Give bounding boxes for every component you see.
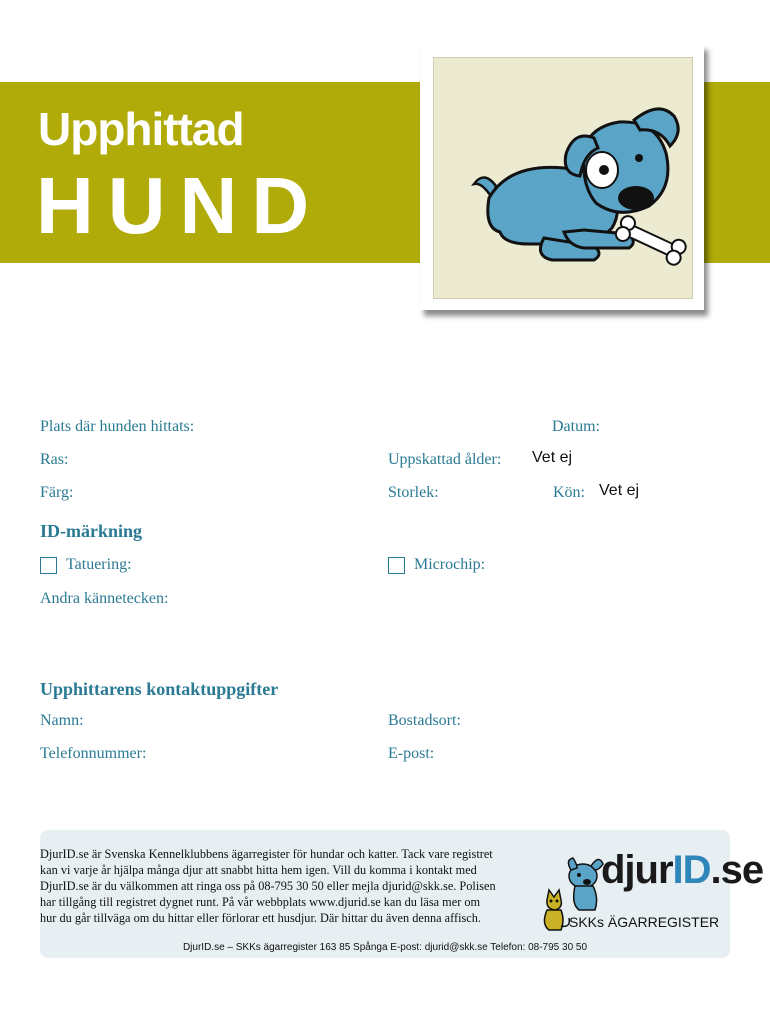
contact-heading: Upphittarens kontaktuppgifter xyxy=(40,679,279,699)
phone-label: Telefonnummer: xyxy=(40,745,147,762)
sex-label: Kön: xyxy=(553,484,585,501)
id-heading: ID-märkning xyxy=(40,521,143,541)
age-value[interactable]: Vet ej xyxy=(532,449,573,466)
date-label: Datum: xyxy=(552,418,600,435)
logo-subtitle: SKKs ÄGARREGISTER xyxy=(569,914,720,930)
title-hund: HUND xyxy=(36,161,324,250)
sex-value[interactable]: Vet ej xyxy=(599,482,640,499)
djurid-logo[interactable] xyxy=(535,840,764,936)
microchip-checkbox[interactable] xyxy=(388,557,405,574)
residence-label: Bostadsort: xyxy=(388,712,461,729)
email-label: E-post: xyxy=(388,745,435,762)
other-marks-label: Andra kännetecken: xyxy=(40,590,169,607)
color-label: Färg: xyxy=(40,484,74,501)
info-line: DjurID.se är Svenska Kennelklubbens ägarregister för hundar och katter. Tack vare registret xyxy=(40,847,493,861)
tattoo-checkbox[interactable] xyxy=(40,557,57,574)
info-line: kan vi varje år hjälpa många djur att snabbt hitta hem igen. Vill du komma i kontakt med xyxy=(40,863,477,877)
tattoo-label: Tatuering: xyxy=(66,556,132,573)
info-line: DjurID.se är du välkommen att ringa oss på 08-795 30 50 eller mejla djurid@skk.se. Polisen xyxy=(40,879,496,893)
info-line: hur du går tillväga om du hittar eller förlorar ett husdjur. Där hittar du även denna affisch. xyxy=(40,911,481,925)
title-upphittad: Upphittad xyxy=(38,103,244,155)
info-footer: DjurID.se – SKKs ägarregister 163 85 Spånga E-post: djurid@skk.se Telefon: 08-795 30 50 xyxy=(182,942,588,953)
name-label: Namn: xyxy=(40,712,84,729)
size-label: Storlek: xyxy=(388,484,439,501)
info-box xyxy=(40,830,764,958)
info-text xyxy=(40,846,518,926)
logo-wordmark: djurID.se xyxy=(601,848,764,892)
dog-with-bone-icon xyxy=(434,58,692,298)
place-label: Plats där hunden hittats: xyxy=(40,418,195,435)
microchip-label: Microchip: xyxy=(414,556,486,573)
breed-label: Ras: xyxy=(40,451,69,468)
age-label: Uppskattad ålder: xyxy=(388,451,502,468)
info-line: har tillgång till registret dygnet runt. På vår webbplats www.djurid.se kan du läsa mer om xyxy=(40,895,481,909)
photo-frame xyxy=(420,44,704,310)
dog-illustration xyxy=(433,57,693,299)
